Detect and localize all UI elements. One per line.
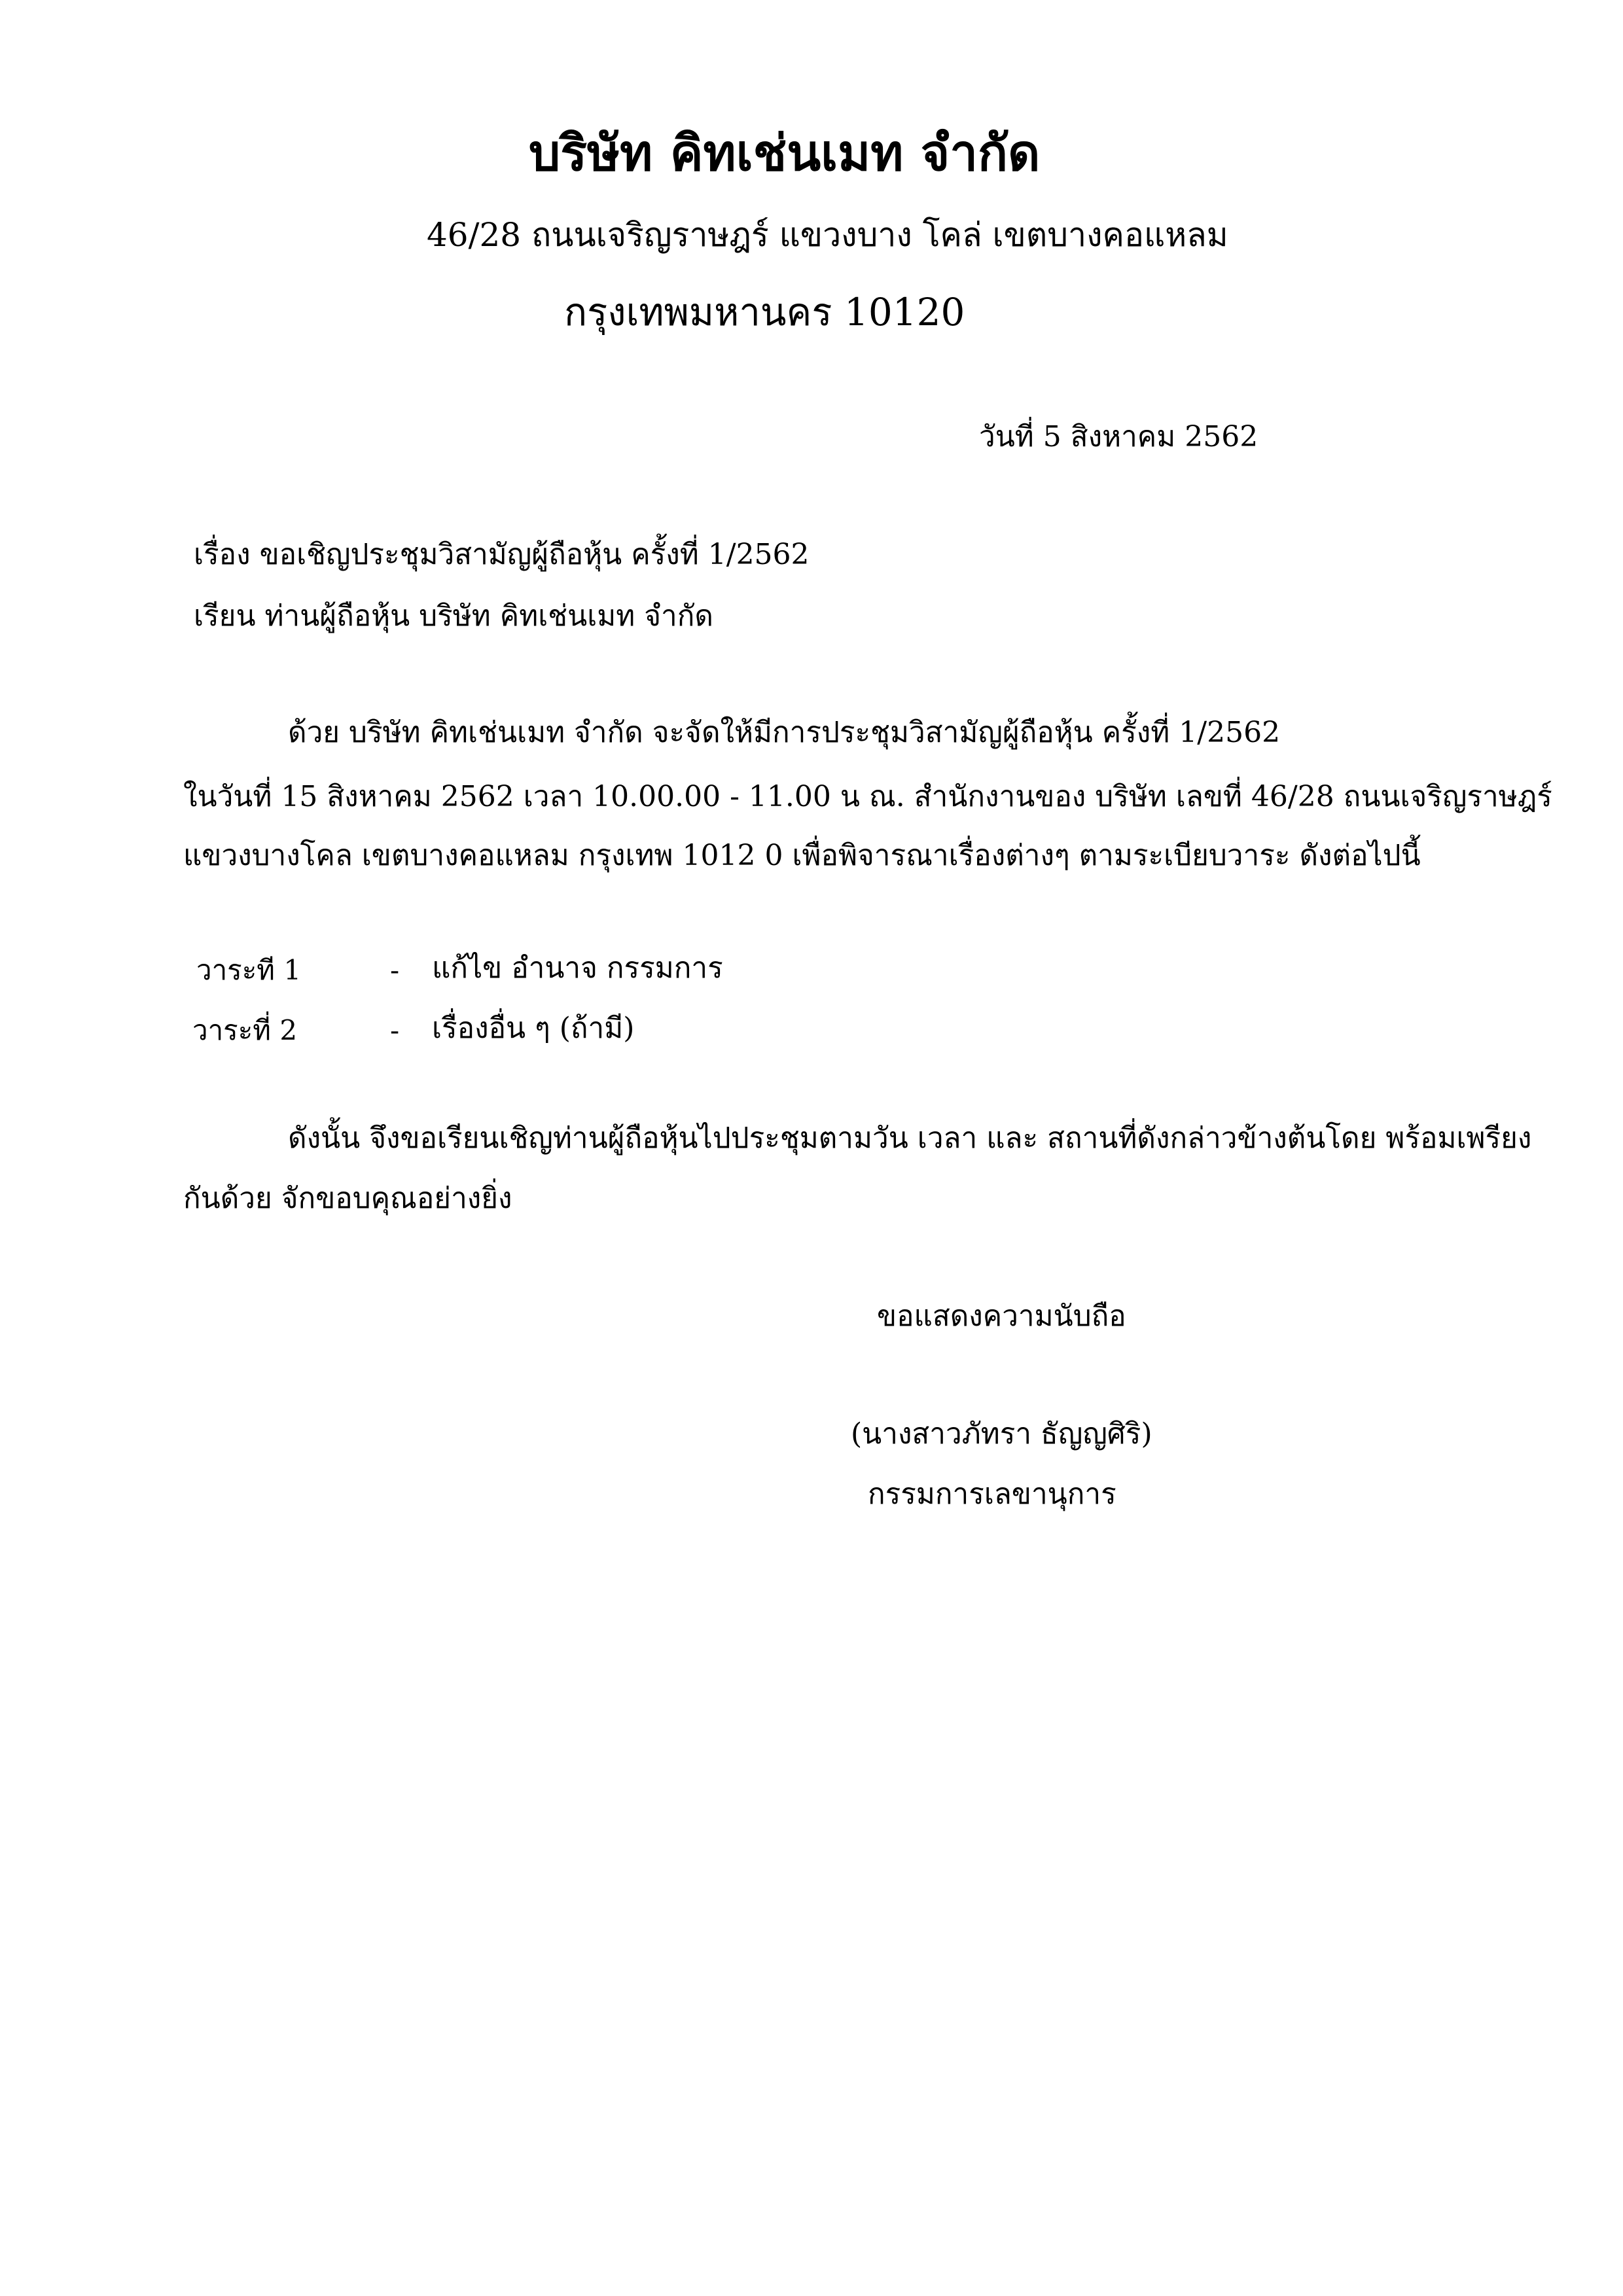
letter-salutation: เรียน ท่านผู้ถือหุ้น บริษัท คิทเช่นเมท จำกัด (194, 599, 713, 633)
agenda-item-dash: - (390, 1014, 400, 1046)
agenda-item-number: วาระที่ 2 (192, 1014, 298, 1046)
agenda-item-number: วาระที 1 (196, 954, 302, 986)
agenda-item-text: แก้ไข อำนาจ กรรมการ (432, 951, 723, 985)
letter-subject: เรื่อง ขอเชิญประชุมวิสามัญผู้ถือหุ้น ครั้งที่ 1/2562 (194, 538, 810, 571)
company-name: บริษัท คิทเช่นเมท จำกัด (529, 124, 1041, 182)
agenda-item-text: เรื่องอื่น ๆ (ถ้ามี) (432, 1012, 635, 1045)
closing-line-1: ดังนั้น จึงขอเรียนเชิญท่านผู้ถือหุ้นไปประชุมตามวัน เวลา และ สถานที่ดังกล่าวข้างต้นโดย พร้อมเพรียง (288, 1122, 1532, 1155)
closing-regards: ขอแสดงความนับถือ (877, 1299, 1126, 1333)
closing-line-2: กันด้วย จักขอบคุณอย่างยิ่ง (183, 1182, 512, 1215)
body-line-2: ในวันที่ 15 สิงหาคม 2562 เวลา 10.00.00 - 11.00 น ณ. สำนักงานของ บริษัท เลขที่ 46/28 ถนนเจริญราษฎร์ (183, 780, 1552, 813)
body-line-3: แขวงบางโคล เขตบางคอแหลม กรุงเทพ 1012 0 เพื่อพิจารณาเรื่องต่างๆ ตามระเบียบวาระ ดังต่อไปนี้ (183, 839, 1421, 872)
signer-name: (นางสาวภัทรา ธัญญศิริ) (851, 1417, 1152, 1451)
company-address-line2: กรุงเทพมหานคร 10120 (564, 290, 965, 334)
body-line-1: ด้วย บริษัท คิทเช่นเมท จำกัด จะจัดให้มีการประชุมวิสามัญผู้ถือหุ้น ครั้งที่ 1/2562 (288, 716, 1281, 749)
signer-title: กรรมการเลขานุการ (868, 1477, 1116, 1511)
company-address-line1: 46/28 ถนนเจริญราษฎร์ แขวงบาง โคล่ เขตบางคอแหลม (427, 216, 1228, 254)
letter-date: วันที่ 5 สิงหาคม 2562 (979, 420, 1258, 453)
agenda-item-dash: - (390, 954, 400, 986)
